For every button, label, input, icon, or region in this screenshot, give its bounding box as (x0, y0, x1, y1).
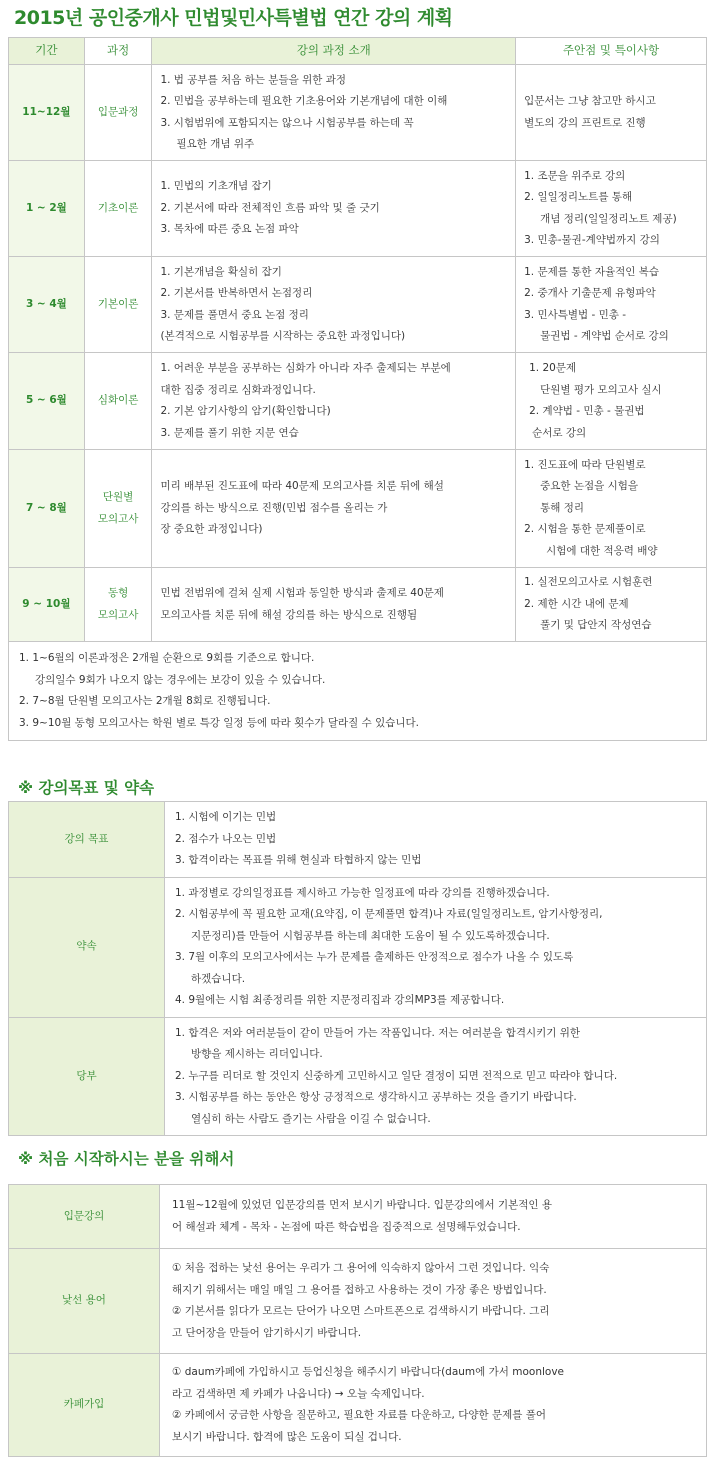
table-row (9, 353, 707, 450)
row-content: 1. 시험에 이기는 민법 2. 점수가 나오는 민법 3. 합격이라는 목표를 위해 현실과 타협하지 않는 민법 (165, 802, 707, 878)
annual-plan-table (8, 37, 707, 741)
table-row (9, 1249, 707, 1354)
intro-cell: 미리 배부된 진도표에 따라 40문제 모의고사를 치룬 뒤에 해설 강의를 하는 방식으로 진행(민법 점수를 올리는 가 장 중요한 과정입니다) (152, 450, 516, 568)
notes-cell: 1. 문제를 통한 자율적인 복습 2. 중개사 기출문제 유형파악 3. 민사특별법 - 민총 - 물권법 - 계약법 순서로 강의 (516, 257, 707, 353)
footnotes-row (9, 642, 707, 741)
table-row (9, 1185, 707, 1249)
notes-cell: 1. 진도표에 따라 단원별로 중요한 논점을 시험을 통해 정리 2. 시험을 통한 문제풀이로 시험에 대한 적응력 배양 (516, 450, 707, 568)
period-cell: 5 ~ 6월 (9, 353, 85, 450)
intro-cell: 1. 기본개념을 확실히 잡기 2. 기본서를 반복하면서 논점정리 3. 문제를 풀면서 중요 논점 정리 (본격적으로 시험공부를 시작하는 중요한 과정입니다) (152, 257, 516, 353)
table-row (9, 257, 707, 353)
row-label: 낯선 용어 (9, 1249, 160, 1354)
row-content: 11월~12월에 있었던 입문강의를 먼저 보시기 바랍니다. 입문강의에서 기본적인 용 어 해설과 체계 - 목차 - 논점에 따른 학습법을 집중적으로 설명해두었습니다. (160, 1185, 707, 1249)
course-cell: 기초이론 (84, 161, 152, 257)
beginners-table (8, 1184, 707, 1457)
notes-cell: 1. 20문제 단원별 평가 모의고사 실시 2. 계약법 - 민총 - 물권법 순서로 강의 (516, 353, 707, 450)
table-row (9, 568, 707, 642)
goals-heading: ※ 강의목표 및 약속 (18, 779, 155, 797)
table-row (9, 450, 707, 568)
beginners-heading: ※ 처음 시작하시는 분을 위해서 (18, 1150, 235, 1168)
course-cell: 기본이론 (84, 257, 152, 353)
footnotes: 1. 1~6월의 이론과정은 2개월 순환으로 9회를 기준으로 합니다. 강의일수 9회가 나오지 않는 경우에는 보강이 있을 수 있습니다. 2. 7~8월 단원별 모의고사는 2개월 8회로 진행됩니다. 3. 9~10월 동형 모의고사는 학원 별로 특강 일정 등에 따라 횟수가 달라질 수 있습니다. (9, 642, 707, 741)
intro-cell: 1. 민법의 기초개념 잡기 2. 기본서에 따라 전체적인 흐름 파악 및 줄 긋기 3. 목차에 따른 중요 논점 파악 (152, 161, 516, 257)
header-intro: 강의 과정 소개 (152, 38, 516, 65)
period-cell: 3 ~ 4월 (9, 257, 85, 353)
course-cell: 입문과정 (84, 65, 152, 161)
table-row (9, 65, 707, 161)
row-content: 1. 합격은 저와 여러분들이 같이 만들어 가는 작품입니다. 저는 여러분을 합격시키기 위한 방향을 제시하는 리더입니다. 2. 누구를 리더로 할 것인지 신중하게 고민하시고 일단 결정이 되면 전적으로 믿고 따라야 합니다. 3. 시험공부를 하는 동안은 항상 긍정적으로 생각하시고 공부하는 것을 즐기기 바랍니다. 열심히 하는 사람도 즐기는 사람을 이길 수 없습니다. (165, 1017, 707, 1136)
course-cell: 단원별 모의고사 (84, 450, 152, 568)
intro-cell: 1. 어려운 부분을 공부하는 심화가 아니라 자주 출제되는 부분에 대한 집중 정리로 심화과정입니다. 2. 기본 암기사항의 암기(확인합니다) 3. 문제를 풀기 위한 지문 연습 (152, 353, 516, 450)
header-notes: 주안점 및 특이사항 (516, 38, 707, 65)
intro-cell: 민법 전범위에 걸쳐 실제 시험과 동일한 방식과 출제로 40문제 모의고사를 치룬 뒤에 해설 강의를 하는 방식으로 진행됨 (152, 568, 516, 642)
period-cell: 7 ~ 8월 (9, 450, 85, 568)
row-label: 당부 (9, 1017, 165, 1136)
notes-cell: 1. 조문을 위주로 강의 2. 일일정리노트를 통해 개념 정리(일일정리노트 제공) 3. 민총-물권-계약법까지 강의 (516, 161, 707, 257)
page-title: 2015년 공인중개사 민법및민사특별법 연간 강의 계획 (14, 7, 453, 29)
goals-table (8, 801, 707, 1136)
row-content: 1. 과정별로 강의일정표를 제시하고 가능한 일정표에 따라 강의를 진행하겠습니다. 2. 시험공부에 꼭 필요한 교재(요약집, 이 문제풀면 합격)나 자료(일일정리노트, 암기사항정리, 지문정리)를 만들어 시험공부를 하는데 최대한 도움이 될 수 있도록하겠습니다. 3. 7월 이후의 모의고사에서는 누가 문제를 출제하든 안정적으로 점수가 나올 수 있도록 하겠습니다. 4. 9월에는 시험 최종정리를 위한 지문정리집과 강의MP3를 제공합니다. (165, 877, 707, 1017)
header-course: 과정 (84, 38, 152, 65)
row-label: 약속 (9, 877, 165, 1017)
course-cell: 심화이론 (84, 353, 152, 450)
row-label: 입문강의 (9, 1185, 160, 1249)
table-row (9, 161, 707, 257)
table-row (9, 1017, 707, 1136)
period-cell: 11~12월 (9, 65, 85, 161)
period-cell: 9 ~ 10월 (9, 568, 85, 642)
course-cell: 동형 모의고사 (84, 568, 152, 642)
intro-cell: 1. 법 공부를 처음 하는 분들을 위한 과정 2. 민법을 공부하는데 필요한 기초용어와 기본개념에 대한 이해 3. 시험범위에 포함되지는 않으나 시험공부를 하는데 꼭 필요한 개념 위주 (152, 65, 516, 161)
header-period: 기간 (9, 38, 85, 65)
table-row (9, 1354, 707, 1457)
plan-table-header-row (9, 38, 707, 65)
notes-cell: 1. 실전모의고사로 시험훈련 2. 제한 시간 내에 문제 풀기 및 답안지 작성연습 (516, 568, 707, 642)
row-label: 카페가입 (9, 1354, 160, 1457)
period-cell: 1 ~ 2월 (9, 161, 85, 257)
table-row (9, 802, 707, 878)
table-row (9, 877, 707, 1017)
notes-cell: 입문서는 그냥 참고만 하시고 별도의 강의 프린트로 진행 (516, 65, 707, 161)
row-content: ① daum카페에 가입하시고 등업신청을 해주시기 바랍니다(daum에 가서 moonlove 라고 검색하면 제 카페가 나옵니다) → 오늘 숙제입니다. ② 카페에서 궁금한 사항을 질문하고, 필요한 자료를 다운하고, 다양한 문제를 풀어 보시기 바랍니다. 합격에 많은 도움이 되실 겁니다. (160, 1354, 707, 1457)
row-label: 강의 목표 (9, 802, 165, 878)
row-content: ① 처음 접하는 낯선 용어는 우리가 그 용어에 익숙하지 않아서 그런 것입니다. 익숙 해지기 위해서는 매일 매일 그 용어를 접하고 사용하는 것이 가장 좋은 방법입니다. ② 기본서를 읽다가 모르는 단어가 나오면 스마트폰으로 검색하시기 바랍니다. 그리 고 단어장을 만들어 암기하시기 바랍니다. (160, 1249, 707, 1354)
